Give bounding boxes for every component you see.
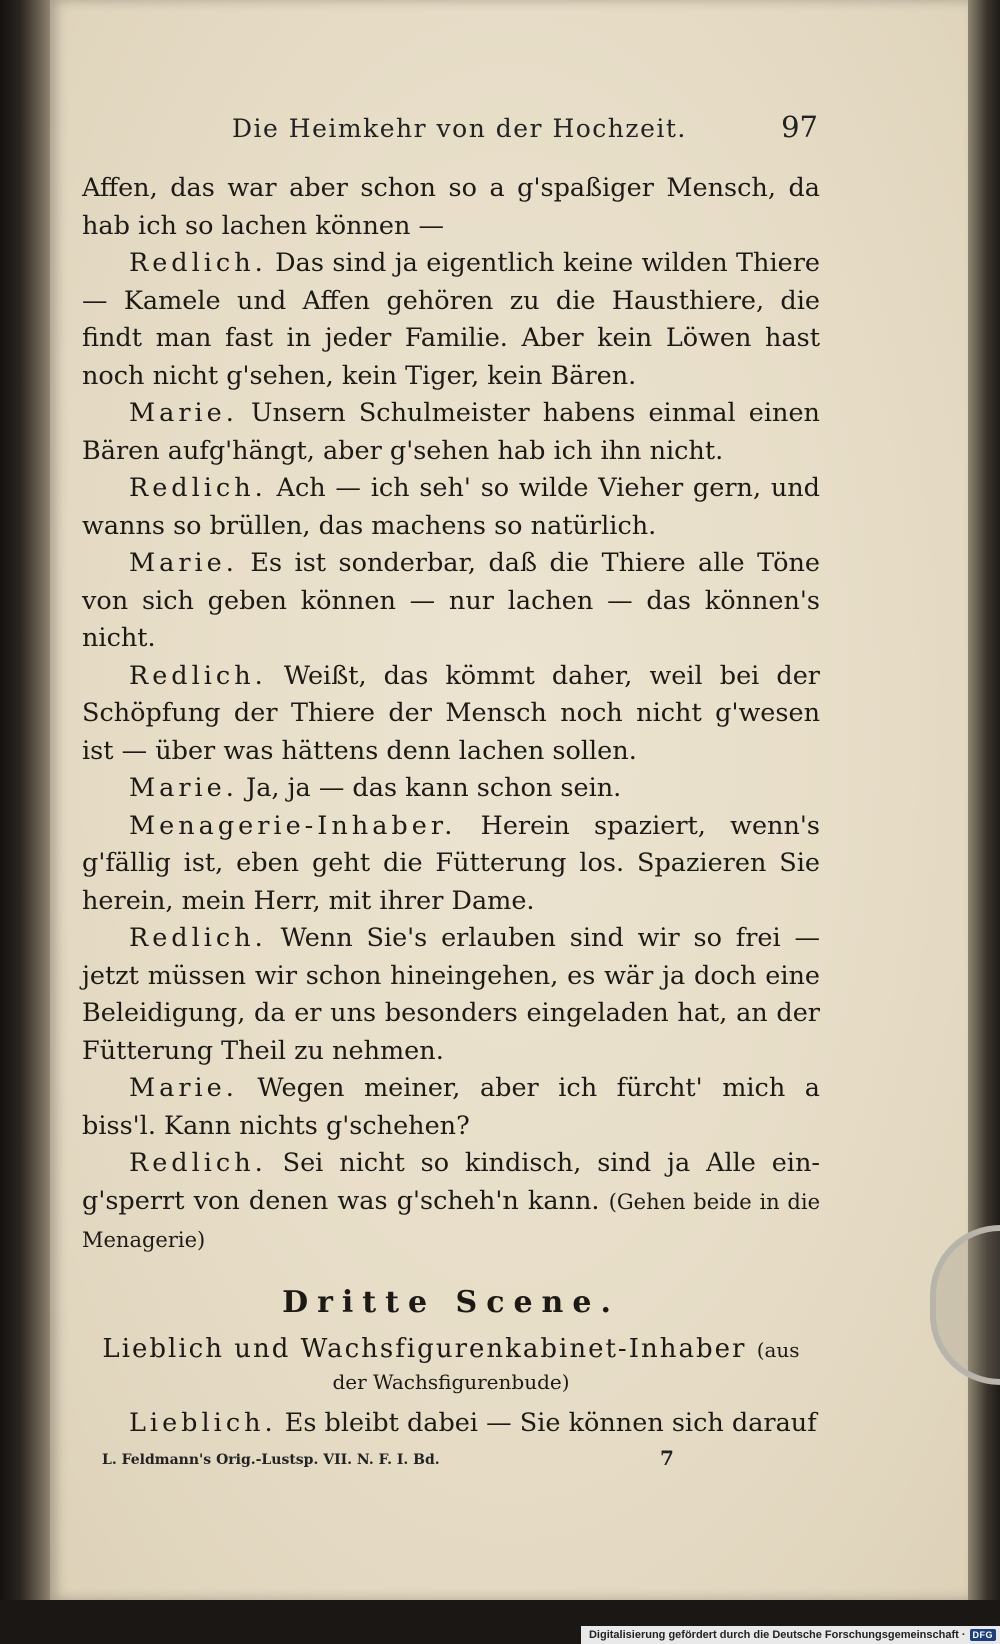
paragraph-text: Das sind ja eigentlich keine wilden Thiere — Kamele und Affen gehören zu die Hausthiere, die findt man fast in jeder Familie. Aber kein Löwen hast noch nicht g'sehen, kein Tiger, kein Bären.	[82, 248, 820, 391]
paragraph-text: Sei nicht so kindisch, sind ja Alle ein-g'sperrt von denen was g'scheh'n kann.	[82, 1148, 821, 1216]
signature-mark: 7	[660, 1446, 674, 1470]
body-text	[82, 170, 820, 1442]
scene-persons-note: (aus	[756, 1337, 800, 1362]
imprint-line: L. Feldmann's Orig.-Lustsp. VII. N. F. I. Bd.	[102, 1452, 440, 1468]
paragraph-text: Unsern Schulmeister habens einmal einen Bären aufg'hängt, aber g'sehen hab ich ihn nicht.	[82, 398, 820, 466]
paragraph	[82, 658, 820, 771]
paragraph-text: Affen, das war aber schon so a g'spaßiger Mensch, da hab ich so lachen können —	[82, 173, 820, 241]
speaker-name: Marie.	[129, 398, 238, 428]
scene-persons-note-line2: der Wachsfigurenbude)	[332, 1369, 570, 1394]
digitization-notice-text: Digitalisierung gefördert durch die Deutsche Forschungsgemeinschaft ·	[588, 1629, 966, 1641]
paragraph	[82, 1070, 820, 1145]
book-binding-left	[0, 0, 50, 1644]
speaker-name: Menagerie-Inhaber.	[129, 810, 457, 841]
scene-persons-main: Lieblich und Wachsfigurenkabinet-Inhaber	[102, 1333, 747, 1364]
speaker-name: Redlich.	[129, 1148, 267, 1178]
speaker-name: Lieblich.	[129, 1407, 277, 1438]
scene-persons	[82, 1332, 820, 1397]
paragraph-text: Wenn Sie's erlauben sind wir so frei — jetzt müssen wir schon hineingehen, es wär ja doch eine Beleidigung, da er uns besonders eingeladen hat, an der Fütterung Theil zu nehmen.	[82, 923, 820, 1066]
paragraph-text: Ja, ja — das kann schon sein.	[245, 773, 622, 803]
speaker-name: Redlich.	[129, 923, 267, 953]
page-header	[82, 110, 822, 150]
page-number: 97	[781, 110, 818, 144]
paragraph-text: Weißt, das kömmt daher, weil bei der Schöpfung der Thiere der Mensch noch nicht g'wesen ist — über was hättens denn lachen sollen.	[82, 660, 820, 766]
speaker-name: Redlich.	[129, 660, 267, 691]
speaker-name: Marie.	[129, 773, 238, 803]
paragraph	[82, 245, 820, 395]
paragraph	[82, 545, 820, 658]
dfg-logo: DFG	[970, 1629, 997, 1641]
speaker-name: Marie.	[129, 1073, 238, 1103]
paragraph	[82, 1145, 820, 1260]
page-footer	[82, 1446, 822, 1482]
paragraph	[82, 395, 820, 470]
running-title: Die Heimkehr von der Hochzeit.	[232, 114, 687, 143]
digitization-notice	[581, 1626, 1000, 1644]
paragraph-text: Es ist sonderbar, daß die Thiere alle Töne von sich geben können — nur lachen — das können's nicht.	[82, 548, 821, 653]
paragraph	[82, 920, 820, 1070]
paragraph	[82, 808, 820, 921]
speaker-name: Redlich.	[129, 473, 267, 503]
paragraph	[82, 1405, 820, 1443]
scene-title: Dritte Scene.	[282, 1284, 620, 1320]
stage-direction: (Gehen beide in die Menagerie)	[82, 1189, 820, 1252]
speaker-name: Redlich.	[129, 248, 267, 278]
paragraph-text: Ach — ich seh' so wilde Vieher gern, und wanns so brüllen, das machens so natürlich.	[82, 473, 820, 541]
paragraph	[82, 770, 820, 808]
speaker-name: Marie.	[129, 548, 238, 578]
paragraph-text: Herein spaziert, wenn's g'fällig ist, eben geht die Fütterung los. Spazieren Sie herein, mein Herr, mit ihrer Dame.	[82, 810, 820, 916]
paragraph-text: Es bleibt dabei — Sie können sich darauf	[284, 1407, 817, 1438]
paragraph	[82, 470, 820, 545]
paragraph-text: Wegen meiner, aber ich fürcht' mich a biss'l. Kann nichts g'schehen?	[82, 1073, 820, 1141]
paragraph	[82, 170, 820, 245]
